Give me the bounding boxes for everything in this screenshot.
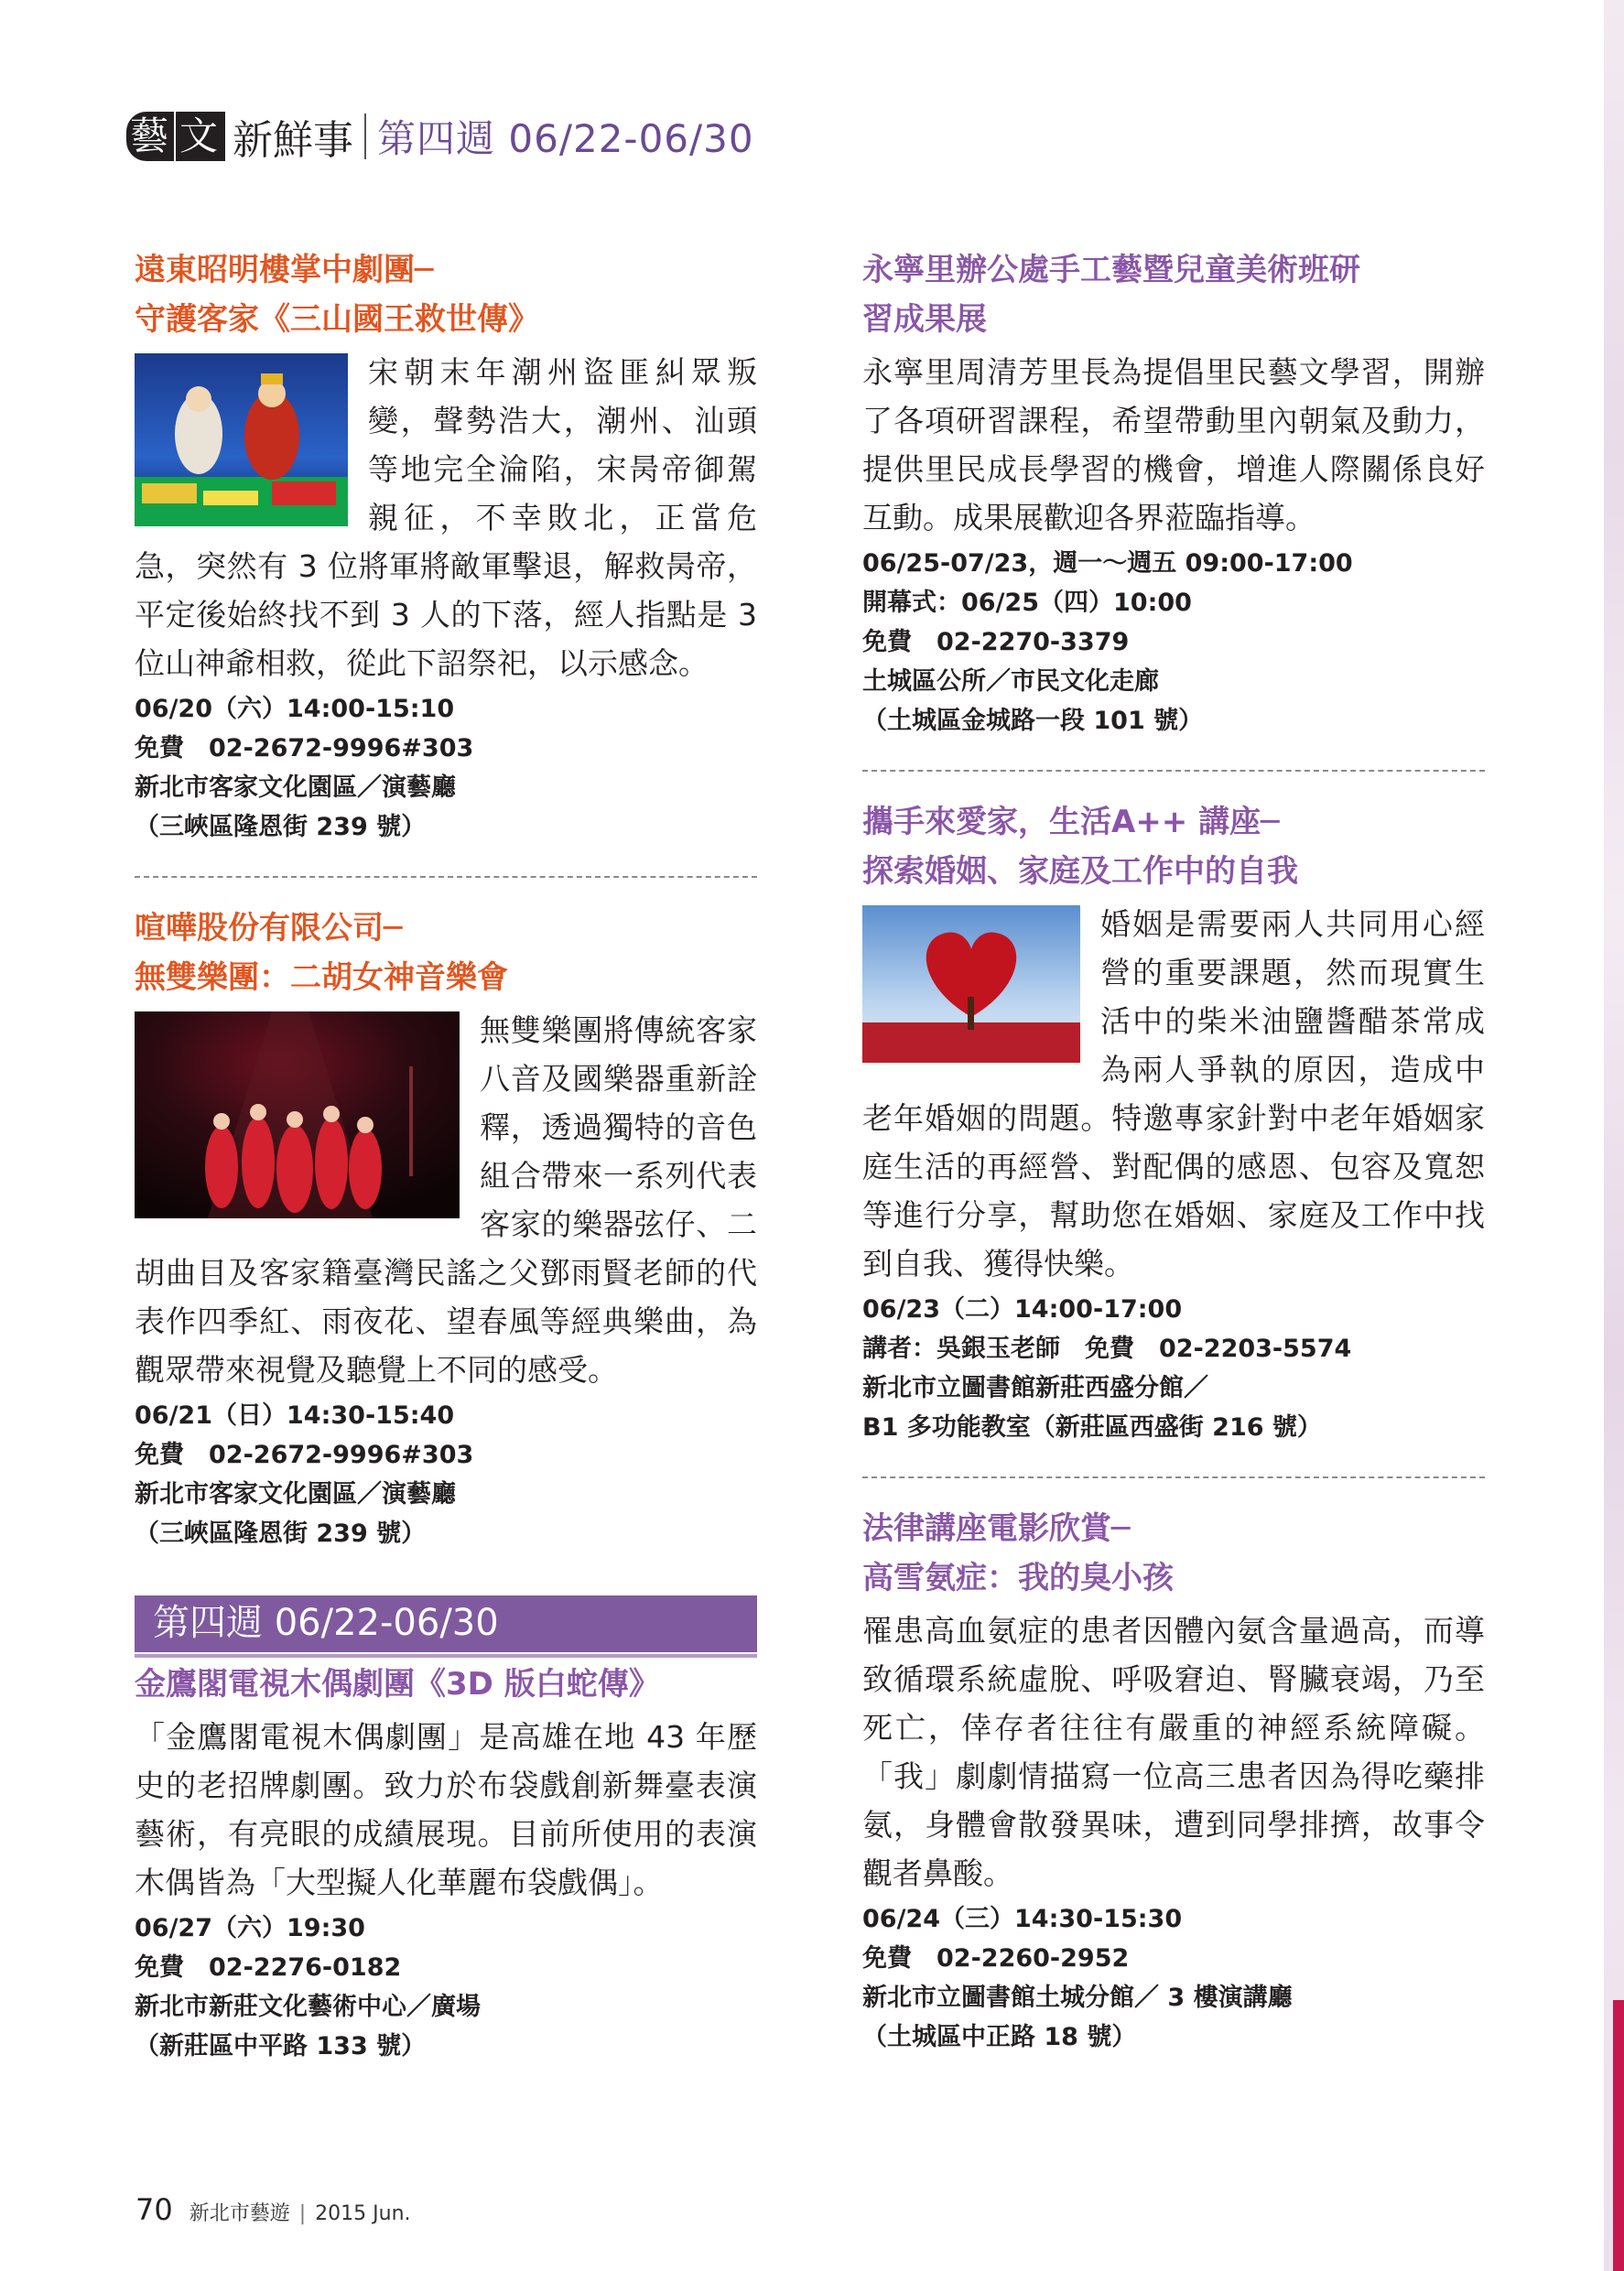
event-fee-phone: 免費 02-2260-2952 — [862, 1944, 1130, 1973]
header-separator — [364, 114, 366, 159]
right-column — [862, 245, 1485, 2057]
article-body — [135, 1006, 757, 1394]
article-text: 婚姻是需要兩人共同用心經營的重要課題，然而現實生活中的柴米油鹽醬醋茶常成為兩人爭執的原因，造成中老年婚姻的問題。特邀專家針對中老年婚姻家庭生活的再經營、對配偶的感恩、包容及寬恕等進行分享，幫助您在婚姻、家庭及工作中找到自我、獲得快樂。 — [862, 906, 1485, 1281]
event-venue: 土城區公所／市民文化走廊 — [862, 667, 1159, 696]
article-body — [862, 348, 1485, 542]
article-title: 遠東昭明樓掌中劇團─ — [135, 252, 434, 288]
article-puppet-three-mountains — [135, 245, 757, 847]
article-title: 永寧里辦公處手工藝暨兒童美術班研 — [862, 252, 1360, 288]
event-address: （土城區中正路 18 號） — [862, 2023, 1137, 2051]
article-subtitle: 習成果展 — [862, 301, 987, 338]
article-info — [862, 1290, 1485, 1447]
article-text: 罹患高血氨症的患者因體內氨含量過高，而導致循環系統虛脫、呼吸窘迫、腎臟衰竭，乃至死亡，倖存者往往有嚴重的神經系統障礙。「我」劇劇情描寫一位高三患者因為得吃藥排氨，身體會散發異味，遭到同學排擠，故事令觀者鼻酸。 — [862, 1613, 1485, 1891]
article-info — [862, 544, 1485, 741]
event-date: 06/23（二）14:00-17:00 — [862, 1295, 1183, 1324]
article-text: 宋朝末年潮州盜匪糾眾叛變，聲勢浩大，潮州、汕頭等地完全淪陷，宋昺帝御駕親征，不幸敗北，正當危急，突然有 3 位將軍將敵軍擊退，解救昺帝，平定後始終找不到 3 人的下落，經人指點是 3 位山神爺相救，從此下詔祭祀，以示感念。 — [135, 354, 757, 681]
article-craft-exhibition — [862, 245, 1485, 741]
event-date: 06/27（六）19:30 — [135, 1914, 365, 1942]
event-venue: 新北市立圖書館新莊西盛分館／ — [862, 1374, 1208, 1402]
event-address: （三峽區隆恩街 239 號） — [135, 1519, 427, 1548]
magazine-name: 新北市藝遊 — [189, 2202, 290, 2225]
header-badge-1: 藝 — [126, 112, 174, 161]
event-date: 06/21（日）14:30-15:40 — [135, 1401, 455, 1430]
left-column — [135, 245, 757, 2066]
footer-separator: | — [298, 2202, 307, 2225]
article-marriage-lecture — [862, 797, 1485, 1447]
event-date: 06/25-07/23，週一～週五 09:00-17:00 — [862, 549, 1353, 578]
section-divider — [862, 770, 1485, 772]
event-address: （新莊區中平路 133 號） — [135, 2032, 427, 2060]
article-body — [135, 1713, 757, 1907]
puppet-show-photo — [135, 353, 348, 526]
article-info — [135, 1396, 757, 1553]
page-number: 70 — [135, 2192, 173, 2227]
article-body — [862, 900, 1485, 1288]
event-address: （土城區金城路一段 101 號） — [862, 707, 1204, 735]
article-text: 「金鷹閣電視木偶劇團」是高雄在地 43 年歷史的老招牌劇團。致力於布袋戲創新舞臺表演藝術，有亮眼的成績展現。目前所使用的表演木偶皆為「大型擬人化華麗布袋戲偶」。 — [135, 1719, 757, 1900]
article-white-snake-puppet — [135, 1660, 757, 2066]
article-subtitle: 無雙樂團：二胡女神音樂會 — [135, 959, 508, 996]
section-header — [126, 108, 754, 165]
event-room-address: B1 多功能教室（新莊區西盛街 216 號） — [862, 1413, 1322, 1442]
article-info — [135, 1909, 757, 2066]
article-text: 無雙樂團將傳統客家八音及國樂器重新詮釋，透過獨特的音色組合帶來一系列代表客家的樂器弦仔、二胡曲目及客家籍臺灣民謠之父鄧雨賢老師的代表作四季紅、雨夜花、望春風等經典樂曲，為觀眾帶來視覺及聽覺上不同的感受。 — [135, 1012, 757, 1388]
article-title: 攜手來愛家，生活A++ 講座─ — [862, 804, 1280, 840]
article-subtitle: 探索婚姻、家庭及工作中的自我 — [862, 853, 1298, 890]
article-text: 永寧里周清芳里長為提倡里民藝文學習，開辦了各項研習課程，希望帶動里內朝氣及動力，提供里民成長學習的機會，增進人際關係良好互動。成果展歡迎各界蒞臨指導。 — [862, 354, 1485, 535]
section-divider — [862, 1476, 1485, 1478]
article-subtitle: 守護客家《三山國王救世傳》 — [135, 301, 539, 338]
article-subtitle: 高雪氨症：我的臭小孩 — [862, 1560, 1174, 1596]
event-address: （三峽區隆恩街 239 號） — [135, 813, 427, 841]
article-info — [862, 1899, 1485, 2057]
header-badge-2: 文 — [176, 112, 225, 161]
event-fee-phone: 免費 02-2276-0182 — [135, 1953, 402, 1982]
article-body — [135, 348, 757, 687]
event-speaker-fee-phone: 講者：吳銀玉老師 免費 02-2203-5574 — [862, 1335, 1352, 1363]
section-divider — [135, 876, 757, 878]
event-venue: 新北市立圖書館土城分館／ 3 樓演講廳 — [862, 1984, 1293, 2012]
issue-date: 2015 Jun. — [315, 2202, 411, 2225]
article-title: 金鷹閣電視木偶劇團《3D 版白蛇傳》 — [135, 1666, 660, 1703]
article-film-screening — [862, 1504, 1485, 2057]
page-footer — [135, 2192, 411, 2227]
event-venue: 新北市客家文化園區／演藝廳 — [135, 1480, 456, 1509]
article-title: 法律講座電影欣賞─ — [862, 1510, 1131, 1547]
article-info — [135, 689, 757, 847]
heart-tree-photo — [862, 905, 1080, 1063]
erhu-band-photo — [135, 1011, 460, 1218]
event-fee-phone: 免費 02-2672-9996#303 — [135, 734, 474, 762]
article-erhu-concert — [135, 903, 757, 1553]
event-date: 06/24（三）14:30-15:30 — [862, 1905, 1183, 1933]
article-body — [862, 1606, 1485, 1898]
event-venue: 新北市新莊文化藝術中心／廣場 — [135, 1993, 481, 2021]
header-title: 新鮮事 — [233, 117, 354, 164]
header-week: 第四週 06/22-06/30 — [377, 116, 754, 161]
event-venue: 新北市客家文化園區／演藝廳 — [135, 773, 456, 802]
week-section-bar: 第四週 06/22-06/30 — [135, 1595, 757, 1652]
event-opening: 開幕式：06/25（四）10:00 — [862, 589, 1192, 617]
page-edge-decoration — [1604, 0, 1624, 2271]
event-fee-phone: 免費 02-2672-9996#303 — [135, 1441, 474, 1469]
event-fee-phone: 免費 02-2270-3379 — [862, 628, 1130, 656]
article-title: 喧嘩股份有限公司─ — [135, 910, 403, 946]
event-date: 06/20（六）14:00-15:10 — [135, 695, 455, 723]
page-edge-tab — [1613, 2000, 1624, 2271]
